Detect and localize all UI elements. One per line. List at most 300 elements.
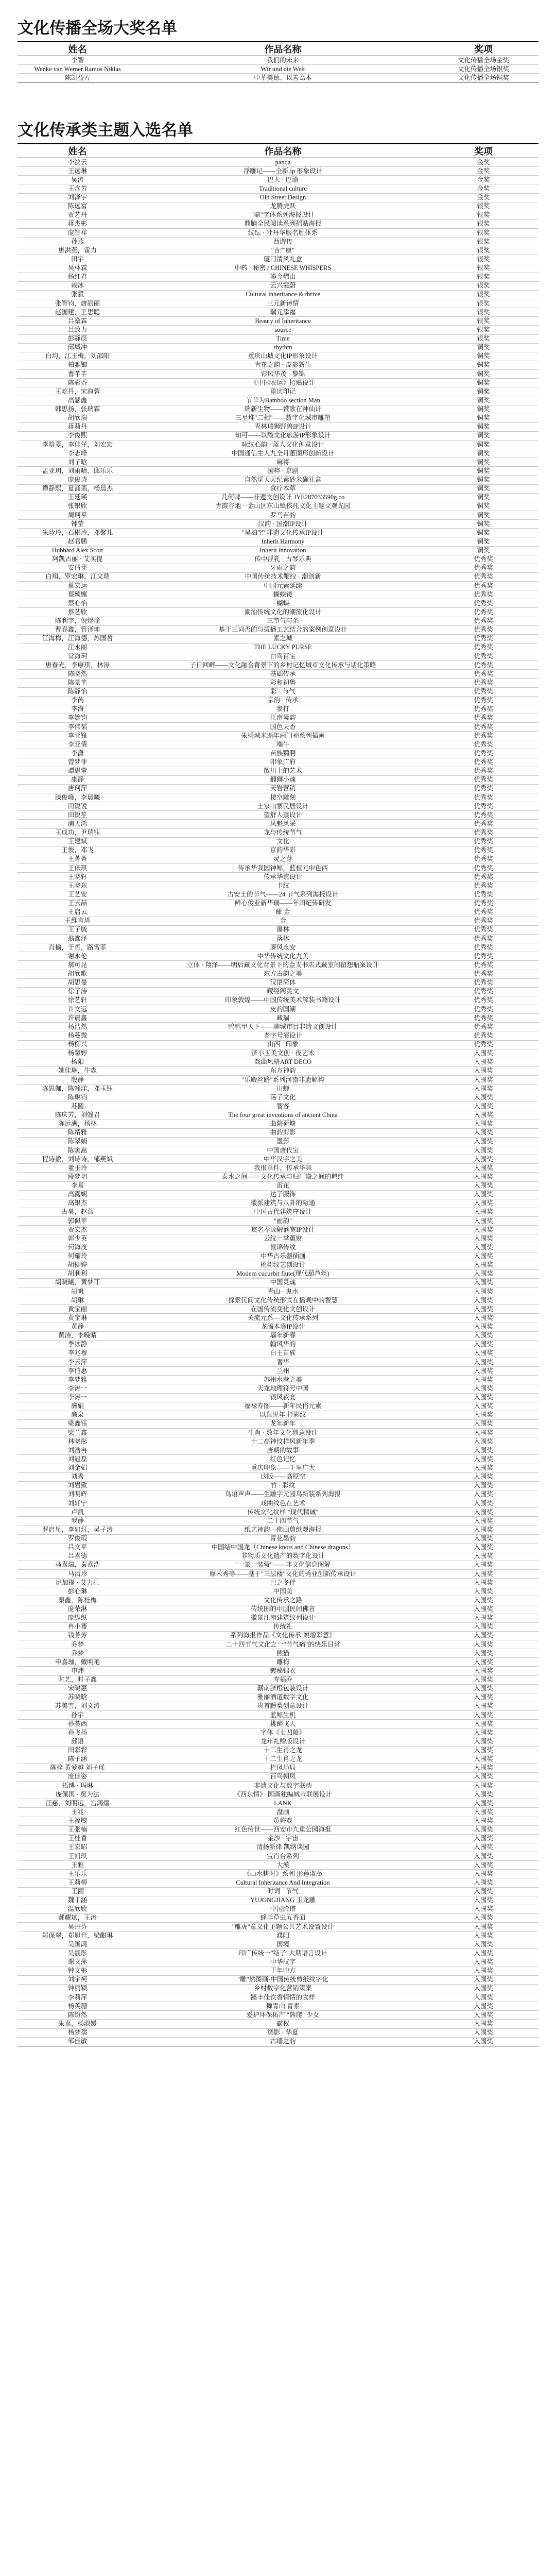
cell-award: 入围奖 [428,1384,538,1393]
cell-work-title: 熊猫 [137,1649,428,1658]
cell-work-title: 子日回畔——文化融合背景下的乡村记忆城市文化传承与话化策略 [137,661,428,670]
cell-award: 入围奖 [428,1358,538,1367]
cell-work-title: 云纹一掌蕙财 [137,1234,428,1243]
cell-name: 赖冰 [18,281,137,290]
table-row [18,2002,538,2011]
cell-work-title: 龙年新年 [137,1419,428,1428]
cell-award: 入围奖 [428,1984,538,1993]
cell-work-title: 摩禾秀等——基于"三层楼"文化的秀业创新传承设计 [137,1570,428,1579]
cell-award: 优秀奖 [428,970,538,978]
table-row [18,1252,538,1261]
table-row [18,1005,538,1014]
cell-work-title: 清扬新律 凯纳谈园 [137,1843,428,1852]
cell-award: 铜奖 [428,476,538,484]
cell-work-title: 瑞元添福 [137,308,428,317]
table-row [18,255,538,264]
cell-work-title: 蜂羊草虫五香面 [137,1913,428,1922]
cell-award: 优秀奖 [428,1023,538,1031]
cell-work-title: 徽景江南建筑纹列设计 [137,1614,428,1622]
table-row [18,65,538,74]
cell-work-title: 十二生肖之龙 [137,1755,428,1764]
cell-award: 入围奖 [428,1464,538,1472]
table-row [18,696,538,705]
cell-award: 优秀奖 [428,828,538,837]
cell-work-title: 瀑林 [137,925,428,934]
cell-award: 文化传播全场银奖 [428,65,538,74]
cell-award: 入围奖 [428,1526,538,1534]
table-row [18,1490,538,1499]
cell-name: 刘浩冉 [18,1446,137,1455]
cell-award: 入围奖 [428,1419,538,1428]
table-row [18,1702,538,1710]
cell-name: 罗启星，李如灯，吴子涛 [18,1526,137,1534]
table-row [18,1278,538,1287]
cell-name: 陈翠娟 [18,1137,137,1146]
cell-work-title: 福禄寿图——新年民俗元素 [137,1402,428,1411]
cell-name: 陈寅嵩 [18,1146,137,1155]
cell-work-title: 苏州水巷之美 [137,1376,428,1384]
cell-work-title: 端午 [137,740,428,749]
table-row [18,1693,538,1702]
table-row [18,414,538,422]
cell-name: 殷静 [18,1076,137,1084]
table-row [18,1402,538,1411]
cell-work-title: 国色天香 [137,723,428,732]
cell-name: 秦鑫，陈桂梅 [18,1596,137,1605]
cell-work-title: 麻将 [137,458,428,467]
cell-work-title: 鼠锦传纹 [137,1243,428,1252]
cell-work-title: 乡村数字化营销策案 [137,1984,428,1993]
table-row [18,1861,538,1870]
cell-award: 文化传播全场金奖 [428,56,538,65]
cell-name: 江海梅，江海德，苏国哲 [18,634,137,643]
cell-name: 曹芊芊 [18,370,137,379]
cell-name: 李晗菱，李佳仔，刘宏宏 [18,440,137,449]
cell-work-title: 古墙之韵 [137,2037,428,2046]
cell-name: 陈彩香 [18,379,137,387]
cell-work-title: 皮韵国潮 [137,1005,428,1014]
table-row [18,670,538,679]
cell-name: 蒋莉丹 [18,422,137,431]
cell-name: 谭思莹 [18,767,137,775]
table-row [18,1155,538,1164]
cell-award: 入围奖 [428,1287,538,1296]
heritage-theme-title: 文化传承类主题入选名单 [18,121,193,140]
cell-award: 入围奖 [428,1508,538,1517]
cell-work-title: 寿福乔 [137,1675,428,1684]
table-row [18,1843,538,1852]
cell-award: 优秀奖 [428,802,538,811]
cell-award: 入围奖 [428,1940,538,1949]
cell-name: 郭佩苹 [18,1217,137,1226]
table-row [18,1984,538,1993]
grand-prize-table-body [18,56,538,82]
cell-work-title: 藏经阁灵文 [137,987,428,996]
cell-award: 入围奖 [428,1173,538,1181]
cell-work-title: 东方古韵之美 [137,970,428,978]
table-row [18,617,538,625]
cell-name: 吴涛 [18,176,137,184]
cell-award: 入围奖 [428,1552,538,1561]
cell-award: 入围奖 [428,2020,538,2028]
table-row [18,634,538,643]
cell-work-title: 赓风永安 [137,943,428,952]
cell-work-title: "雕"然图画·中国传统剪纸纹字化 [137,1975,428,1984]
cell-name: 董玉玲 [18,1164,137,1173]
cell-award: 铜奖 [428,343,538,352]
cell-award: 入围奖 [428,1076,538,1084]
cell-work-title: 重庆印象——千里广大 [137,1464,428,1472]
table-row [18,1031,538,1040]
cell-work-title: 金沙 · 宇宙 [137,1834,428,1843]
table-row [18,1658,538,1667]
cell-name: 何耀玲 [18,1252,137,1261]
cell-work-title: 中药 · 秘密 / CHINESE WHISPERS [137,264,428,273]
cell-name: 邱城冲 [18,343,137,352]
cell-work-title: 龙年礼赠版设计 [137,1737,428,1746]
cell-work-title: 字体《七凹船》 [137,1728,428,1737]
cell-work-title: Inherit Harmony [137,537,428,546]
cell-work-title: 中国元素延续 [137,582,428,590]
table-row [18,1622,538,1631]
cell-name: 王远琳 [18,167,137,176]
cell-work-title: 龙腾虎跃 [137,202,428,211]
table-row [18,1305,538,1314]
table-row [18,1120,538,1128]
cell-name: 陈梓 黄爱越 刘子瑶 [18,1764,137,1772]
cell-work-title: "乐殿丝路"系列河南非遗解构 [137,1076,428,1084]
table-row [18,882,538,890]
cell-work-title: 汉语简体 [137,978,428,987]
table-row [18,1517,538,1526]
cell-work-title: 非遗文化与数字联动 [137,1782,428,1790]
table-row [18,1675,538,1684]
cell-work-title: 徽派建筑与八卦的融通 [137,1199,428,1208]
cell-name: 苏美雪，刘义涛 [18,1702,137,1710]
cell-name: 刘岩致 [18,1481,137,1490]
cell-work-title: 爱护环保拓产 "熊爬" 少女 [137,2011,428,2020]
cell-award: 文化传播全场铜奖 [428,74,538,82]
cell-award: 金奖 [428,193,538,202]
table-row [18,1534,538,1543]
table-row [18,1314,538,1323]
cell-name: 李智 [18,56,137,65]
cell-name: 陈景芊 [18,679,137,687]
table-row [18,219,538,228]
cell-name: 胡琳 [18,1296,137,1305]
table-row [18,1746,538,1755]
cell-name: 刘明辉 [18,1490,137,1499]
cell-work-title: 苗族鹦啊 [137,749,428,758]
table-row [18,379,538,387]
cell-award: 优秀奖 [428,652,538,661]
cell-name: 钟莹 [18,520,137,529]
cell-award: 入围奖 [428,1349,538,1358]
cell-name: 刘轩宁 [18,1499,137,1508]
cell-award: 入围奖 [428,1058,538,1066]
table-row [18,1931,538,1940]
cell-work-title: 中国美 [137,1587,428,1596]
cell-award: 铜奖 [428,396,538,405]
table-row [18,511,538,520]
cell-award: 入围奖 [428,1728,538,1737]
cell-name: Wenke van Werner Ramos Niklas [18,65,137,74]
table-row [18,917,538,925]
cell-work-title: 智客 [137,1102,428,1111]
cell-award: 优秀奖 [428,811,538,820]
cell-work-title: 印象敦煌——中国传统美术解装书籍设计 [137,996,428,1005]
table-row [18,1790,538,1799]
cell-work-title: 中国古代建筑序设计 [137,1208,428,1216]
cell-award: 优秀奖 [428,996,538,1005]
cell-work-title: 兰州 [137,1367,428,1376]
cell-award: 银奖 [428,238,538,246]
cell-award: 优秀奖 [428,732,538,740]
cell-work-title: 彩 · 与气 [137,687,428,696]
cell-name: 钟文彬 [18,1967,137,1975]
cell-name: 黄宝丽 [18,1305,137,1314]
cell-name: 王艺安 [18,890,137,899]
table-row [18,317,538,326]
cell-name: 刘金娟 [18,1464,137,1472]
cell-name: 王菁菁 [18,855,137,863]
cell-work-title: 国境 [137,1940,428,1949]
table-row [18,1967,538,1975]
cell-name: 胡晓曦，黄梦菲 [18,1278,137,1287]
table-row [18,1217,538,1226]
cell-name: 陈晓然 [18,670,137,679]
table-row [18,1269,538,1278]
cell-work-title: 老字号展设计 [137,1031,428,1040]
table-row [18,714,538,722]
cell-work-title: 竹 · 彩纹 [137,1481,428,1490]
cell-award: 优秀奖 [428,846,538,855]
cell-name: 田宇 [18,255,137,264]
table-row [18,74,538,82]
cell-award: 入围奖 [428,1614,538,1622]
cell-name: 庞智祥 [18,229,137,238]
heritage-theme-table-body [18,158,538,2046]
cell-work-title: 素之城 [137,634,428,643]
cell-work-title: 鸭鸭甲天下——聊城市目非遗文创设计 [137,1023,428,1031]
cell-award: 入围奖 [428,1605,538,1614]
cell-award: 优秀奖 [428,617,538,625]
cell-name: 马嘉瑞，秦嘉浩 [18,1561,137,1569]
cell-award: 入围奖 [428,1111,538,1120]
table-row [18,1208,538,1216]
table-row [18,1649,538,1658]
cell-award: 银奖 [428,255,538,264]
table-row [18,643,538,652]
table-row [18,1852,538,1861]
cell-award: 入围奖 [428,1782,538,1790]
cell-award: 入围奖 [428,1252,538,1261]
cell-name: 胡欣歌 [18,970,137,978]
table-row [18,352,538,361]
cell-work-title: 中华古乐器插画 [137,1252,428,1261]
cell-award: 优秀奖 [428,987,538,996]
cell-name: 高露娴 [18,1190,137,1199]
cell-award: 银奖 [428,246,538,255]
table-row [18,625,538,634]
cell-name: 彭心琳 [18,1587,137,1596]
cell-name: 李兆穆 [18,1349,137,1358]
cell-name: 李亚锋 [18,732,137,740]
cell-work-title: 中华汉字之美 [137,1155,428,1164]
cell-name: 陈远满，杨林 [18,1120,137,1128]
cell-award: 优秀奖 [428,687,538,696]
cell-award: 银奖 [428,299,538,308]
cell-name: 卢凯 [18,1508,137,1517]
cell-name: 朱珍玲，石彬玲，邓馨儿 [18,529,137,537]
table-row [18,908,538,917]
cell-name: 黄静 [18,1323,137,1331]
cell-award: 铜奖 [428,387,538,396]
cell-award: 入围奖 [428,1622,538,1631]
cell-work-title: "雕虎"意义化主题公共艺术设置设计 [137,1923,428,1931]
cell-work-title: 楼空雕刻 [137,793,428,802]
table-row [18,1164,538,1173]
table-row [18,1376,538,1384]
cell-award: 银奖 [428,281,538,290]
cell-award: 银奖 [428,308,538,317]
cell-work-title: 盘画 [137,1808,428,1817]
cell-award: 入围奖 [428,1084,538,1093]
header-row [18,42,538,56]
table-row [18,502,538,511]
cell-award: 铜奖 [428,546,538,555]
cell-award: 优秀奖 [428,740,538,749]
cell-work-title: 十二高神纹样风新年季 [137,1437,428,1446]
heritage-theme-table [18,143,538,2046]
table-row [18,246,538,255]
cell-work-title: 咏纹心韵 · 蓝人文化创意设计 [137,440,428,449]
table-row [18,1772,538,1781]
cell-work-title: 巴人 · 巴渝 [137,176,428,184]
cell-award: 入围奖 [428,1931,538,1940]
cell-work-title: 灵之芽 [137,855,428,863]
table-row [18,484,538,493]
table-row [18,1146,538,1155]
cell-work-title: Beauty of Inheritance [137,317,428,326]
cell-work-title: 中华传统文化九美 [137,952,428,961]
cell-work-title: 散川上的艺术 [137,767,428,775]
cell-award: 入围奖 [428,1799,538,1808]
table-row [18,705,538,714]
cell-name: 黄涛，李晚晴 [18,1331,137,1340]
table-row [18,1543,538,1552]
cell-name: 阿凯古丽 · 艾买提 [18,555,137,564]
table-row [18,687,538,696]
cell-work-title: 干年中方 [137,1967,428,1975]
cell-work-title: 川蝉 [137,1084,428,1093]
cell-work-title: 国粹 · 京剧 [137,467,428,476]
cell-award: 入围奖 [428,1596,538,1605]
cell-name: 王凯琪 [18,1852,137,1861]
cell-name: 李志峰 [18,449,137,458]
table-row [18,56,538,65]
cell-award: 优秀奖 [428,555,538,564]
cell-award: 入围奖 [428,1093,538,1102]
cell-name: 王成功，尹瑞钰 [18,828,137,837]
table-row [18,1605,538,1614]
table-row [18,1058,538,1066]
cell-award: 入围奖 [428,1226,538,1234]
cell-work-title: 济小玉美文创 · 夜艺术 [137,1049,428,1058]
cell-name: 胡柳婷 [18,1261,137,1269]
table-row [18,661,538,670]
cell-award: 入围奖 [428,1393,538,1402]
cell-work-title: Wir und die Welt [137,65,428,74]
column-header-work: 作品名称 [137,144,428,158]
cell-name: 刘子晗 [18,458,137,467]
table-row [18,572,538,581]
cell-award: 银奖 [428,290,538,299]
cell-award: 入围奖 [428,2037,538,2046]
cell-name: 李莉萍 [18,1993,137,2002]
cell-work-title: 青霞谷地一金山区东山镇依托文化主题文观光园 [137,502,428,511]
table-row [18,1737,538,1746]
cell-work-title: 中华汉字 [137,1958,428,1967]
cell-name: 王建斌 [18,837,137,846]
table-row [18,1508,538,1517]
cell-award: 入围奖 [428,1402,538,1411]
cell-award: 金奖 [428,184,538,193]
cell-name: 高银杰 [18,1199,137,1208]
table-row [18,793,538,802]
grand-prize-table-header [18,42,538,56]
cell-work-title: 在国传流变化文创设计 [137,1305,428,1314]
cell-award: 入围奖 [428,1967,538,1975]
cell-work-title: 非物质文化遗产的数字化设计 [137,1552,428,1561]
cell-name: 胡利利 [18,1269,137,1278]
cell-work-title: 基于三词否的与拔播工艺结合的案例创意设计 [137,625,428,634]
cell-name: 王福煦 [18,1817,137,1825]
cell-work-title: 中国通信生人九全月董图形创新设计 [137,449,428,458]
cell-work-title: 墨影 [137,1137,428,1146]
cell-name: 王廷瑛 [18,493,137,502]
cell-work-title: 百鸟朝凤 [137,1772,428,1781]
table-row [18,1093,538,1102]
cell-award: 入围奖 [428,1411,538,1419]
table-row [18,1367,538,1376]
cell-award: 银奖 [428,219,538,228]
table-row [18,1570,538,1579]
table-row [18,1464,538,1472]
table-row [18,1631,538,1640]
table-row [18,679,538,687]
cell-award: 入围奖 [428,1711,538,1720]
cell-name: 孙燕 [18,238,137,246]
cell-award: 铜奖 [428,361,538,369]
cell-award: 入围奖 [428,1278,538,1287]
table-row [18,1896,538,1905]
cell-award: 铜奖 [428,529,538,537]
cell-work-title: 传承华谊设计 [137,873,428,882]
cell-name: 杨蔓微 [18,1031,137,1040]
cell-name: 姚佳琳，牛森 [18,1066,137,1075]
cell-award: 入围奖 [428,1693,538,1702]
table-row [18,767,538,775]
cell-name: 唐洪燕，雷力 [18,246,137,255]
cell-name: 郑保翠，郑旭升，梁酣琳 [18,1931,137,1940]
cell-name: 刘秀 [18,1472,137,1481]
cell-name: 赵君鹏 [18,537,137,546]
table-row [18,855,538,863]
cell-work-title: 重庆山城文化IP形象设计 [137,352,428,361]
cell-work-title: Cultural inheritance & thrive [137,290,428,299]
cell-award: 入围奖 [428,1958,538,1967]
